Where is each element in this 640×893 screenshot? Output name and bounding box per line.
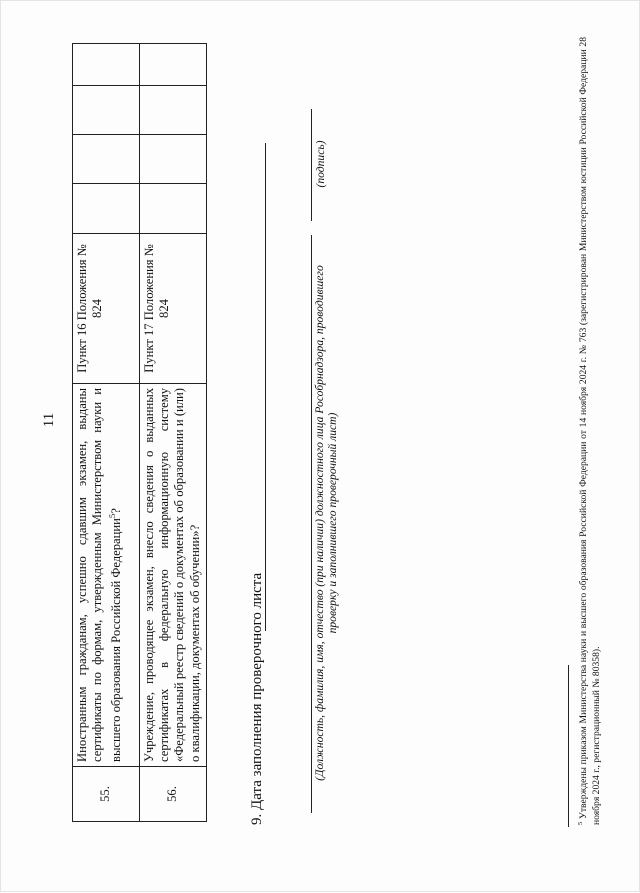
answer-yes-cell xyxy=(140,184,207,234)
landscape-content xyxy=(1,1,640,893)
remark-cell xyxy=(140,44,207,86)
answer-no-cell xyxy=(140,135,207,184)
signature-line xyxy=(311,109,312,221)
answer-na-cell xyxy=(73,86,140,135)
signature-caption: (подпись) xyxy=(314,140,327,188)
checklist-table xyxy=(72,43,207,822)
footnote-mark: 5 xyxy=(107,513,118,519)
remark-cell xyxy=(73,44,140,86)
row-number: 55. xyxy=(73,767,140,822)
answer-yes-cell xyxy=(73,184,140,234)
reference-cell: Пункт 17 Положения № 824 xyxy=(140,234,207,384)
question-text: Иностранным гражданам, успешно сдавшим экзамен, выданы сертификаты по формам, утвержденным Министерством науки и высшего образования Российской Федерации xyxy=(75,388,124,762)
question-end: ? xyxy=(109,508,124,514)
reference-cell: Пункт 16 Положения № 824 xyxy=(73,234,140,384)
row-number: 56. xyxy=(140,767,207,822)
answer-no-cell xyxy=(73,135,140,184)
official-name-line xyxy=(311,235,312,813)
footnote-number: 5 xyxy=(577,821,584,825)
question-cell xyxy=(73,384,140,767)
page-number: 11 xyxy=(41,412,57,428)
table-row xyxy=(73,44,140,822)
question-cell: Учреждение, проводящее экзамен, внесло сведения о выданных сертификатах в федеральную информационную систему «Федеральный реестр сведений о документах об образовании и (или) о квалификации, документах об обучении»? xyxy=(140,384,207,767)
footnote-separator xyxy=(568,665,569,827)
fill-date-line xyxy=(265,143,266,631)
footnote-text: Утверждены приказом Министерства науки и высшего образования Российской Федерации от 14 ноября 2024 г. № 763 (зарегистрирован Министерством юстиции Российской Федерации 28 ноября 2024 г., регистрационный № 80358). xyxy=(578,37,603,825)
answer-na-cell xyxy=(140,86,207,135)
fill-date-label: 9. Дата заполнения проверочного листа xyxy=(249,572,265,825)
footnote xyxy=(574,37,603,825)
official-caption: (Должность, фамилия, имя, отчество (при наличии) должностного лица Рособрнадзора, проводившего проверку и заполнившего проверочный лист) xyxy=(313,265,340,781)
table-row xyxy=(140,44,207,822)
